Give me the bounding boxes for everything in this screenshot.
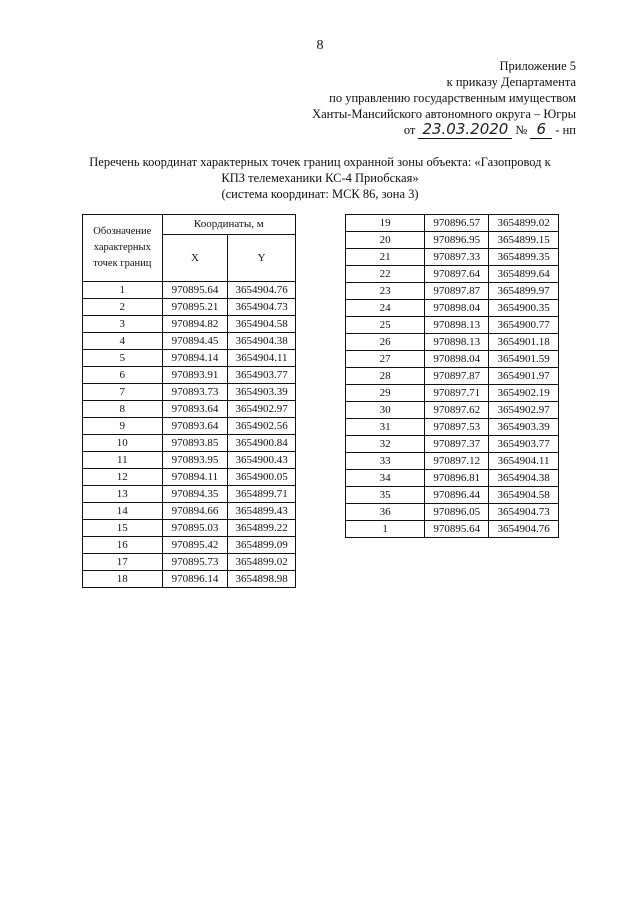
x-coordinate-cell: 970894.11 [162, 469, 228, 486]
table-row [346, 351, 559, 368]
table-row [346, 334, 559, 351]
point-id-cell: 1 [346, 521, 425, 538]
point-id-cell: 9 [83, 418, 163, 435]
x-coordinate-cell: 970893.85 [162, 435, 228, 452]
table-row [346, 283, 559, 300]
x-coordinate-cell: 970897.87 [425, 283, 489, 300]
table-row [83, 571, 296, 588]
point-id-cell: 4 [83, 333, 163, 350]
point-id-cell: 12 [83, 469, 163, 486]
x-coordinate-cell: 970898.04 [425, 300, 489, 317]
point-id-cell: 29 [346, 385, 425, 402]
y-coordinate-cell: 3654904.73 [228, 299, 296, 316]
x-coordinate-cell: 970893.64 [162, 401, 228, 418]
header-y: Y [228, 234, 296, 281]
table-row [346, 453, 559, 470]
x-coordinate-cell: 970898.04 [425, 351, 489, 368]
y-coordinate-cell: 3654904.38 [489, 470, 559, 487]
x-coordinate-cell: 970893.64 [162, 418, 228, 435]
x-coordinate-cell: 970897.12 [425, 453, 489, 470]
point-id-cell: 31 [346, 419, 425, 436]
table-row [83, 435, 296, 452]
page-number: 8 [316, 38, 324, 53]
table-row [346, 504, 559, 521]
y-coordinate-cell: 3654901.59 [489, 351, 559, 368]
point-id-cell: 17 [83, 554, 163, 571]
order-date-handwritten: 23.03.2020 [418, 120, 512, 139]
point-id-cell: 15 [83, 520, 163, 537]
point-id-cell: 23 [346, 283, 425, 300]
y-coordinate-cell: 3654904.76 [489, 521, 559, 538]
table-row [346, 521, 559, 538]
header-designation-line: точек границ [93, 258, 152, 269]
y-coordinate-cell: 3654904.38 [228, 333, 296, 350]
x-coordinate-cell: 970896.81 [425, 470, 489, 487]
table-row [346, 419, 559, 436]
x-coordinate-cell: 970896.44 [425, 487, 489, 504]
point-id-cell: 14 [83, 503, 163, 520]
y-coordinate-cell: 3654899.02 [228, 554, 296, 571]
table-row [83, 503, 296, 520]
point-id-cell: 36 [346, 504, 425, 521]
x-coordinate-cell: 970894.66 [162, 503, 228, 520]
y-coordinate-cell: 3654902.97 [228, 401, 296, 418]
y-coordinate-cell: 3654902.97 [489, 402, 559, 419]
table-row [83, 316, 296, 333]
order-number-handwritten: 6 [530, 120, 552, 139]
point-id-cell: 19 [346, 215, 425, 232]
y-coordinate-cell: 3654900.35 [489, 300, 559, 317]
header-designation-line: Обозначение [93, 226, 152, 237]
header-designation [83, 215, 163, 282]
point-id-cell: 24 [346, 300, 425, 317]
x-coordinate-cell: 970893.91 [162, 367, 228, 384]
appendix-line: Приложение 5 [499, 59, 576, 73]
y-coordinate-cell: 3654899.97 [489, 283, 559, 300]
y-coordinate-cell: 3654904.73 [489, 504, 559, 521]
y-coordinate-cell: 3654899.71 [228, 486, 296, 503]
x-coordinate-cell: 970895.73 [162, 554, 228, 571]
x-coordinate-cell: 970897.33 [425, 249, 489, 266]
y-coordinate-cell: 3654902.56 [228, 418, 296, 435]
table-row [83, 554, 296, 571]
x-coordinate-cell: 970897.71 [425, 385, 489, 402]
y-coordinate-cell: 3654899.09 [228, 537, 296, 554]
point-id-cell: 13 [83, 486, 163, 503]
y-coordinate-cell: 3654900.43 [228, 452, 296, 469]
table-row [83, 299, 296, 316]
y-coordinate-cell: 3654904.76 [228, 282, 296, 299]
table-row [83, 282, 296, 299]
y-coordinate-cell: 3654903.39 [228, 384, 296, 401]
point-id-cell: 32 [346, 436, 425, 453]
order-from-label: от [403, 123, 416, 137]
x-coordinate-cell: 970898.13 [425, 317, 489, 334]
table-row [83, 350, 296, 367]
y-coordinate-cell: 3654899.35 [489, 249, 559, 266]
table-row [83, 452, 296, 469]
table-row [83, 384, 296, 401]
point-id-cell: 28 [346, 368, 425, 385]
x-coordinate-cell: 970897.37 [425, 436, 489, 453]
table-row [346, 402, 559, 419]
y-coordinate-cell: 3654904.58 [228, 316, 296, 333]
y-coordinate-cell: 3654902.19 [489, 385, 559, 402]
coordinates-table-right [345, 214, 559, 538]
point-id-cell: 16 [83, 537, 163, 554]
point-id-cell: 3 [83, 316, 163, 333]
header-designation-line: характерных [93, 242, 151, 253]
x-coordinate-cell: 970894.14 [162, 350, 228, 367]
x-coordinate-cell: 970897.62 [425, 402, 489, 419]
appendix-line: к приказу Департамента [446, 75, 576, 89]
x-coordinate-cell: 970896.57 [425, 215, 489, 232]
order-reference [404, 120, 576, 139]
document-title [60, 154, 580, 202]
x-coordinate-cell: 970895.03 [162, 520, 228, 537]
x-coordinate-cell: 970896.14 [162, 571, 228, 588]
table-row [346, 266, 559, 283]
y-coordinate-cell: 3654901.97 [489, 368, 559, 385]
point-id-cell: 20 [346, 232, 425, 249]
table-row [346, 215, 559, 232]
y-coordinate-cell: 3654901.18 [489, 334, 559, 351]
point-id-cell: 25 [346, 317, 425, 334]
x-coordinate-cell: 970895.42 [162, 537, 228, 554]
y-coordinate-cell: 3654899.02 [489, 215, 559, 232]
title-line: КПЗ телемеханики КС-4 Приобская» [221, 171, 419, 185]
x-coordinate-cell: 970896.05 [425, 504, 489, 521]
table-row [346, 232, 559, 249]
x-coordinate-cell: 970897.64 [425, 266, 489, 283]
table-row [346, 385, 559, 402]
point-id-cell: 33 [346, 453, 425, 470]
table-row [83, 418, 296, 435]
point-id-cell: 2 [83, 299, 163, 316]
table-row [83, 333, 296, 350]
point-id-cell: 18 [83, 571, 163, 588]
y-coordinate-cell: 3654900.84 [228, 435, 296, 452]
x-coordinate-cell: 970893.73 [162, 384, 228, 401]
coordinates-table-left [82, 214, 296, 588]
point-id-cell: 10 [83, 435, 163, 452]
y-coordinate-cell: 3654903.39 [489, 419, 559, 436]
x-coordinate-cell: 970895.64 [425, 521, 489, 538]
y-coordinate-cell: 3654898.98 [228, 571, 296, 588]
table-row [83, 367, 296, 384]
y-coordinate-cell: 3654903.77 [228, 367, 296, 384]
x-coordinate-cell: 970898.13 [425, 334, 489, 351]
y-coordinate-cell: 3654904.11 [489, 453, 559, 470]
point-id-cell: 30 [346, 402, 425, 419]
header-x: X [162, 234, 228, 281]
y-coordinate-cell: 3654900.77 [489, 317, 559, 334]
title-line: Перечень координат характерных точек границ охранной зоны объекта: «Газопровод к [89, 155, 551, 169]
table-row [346, 317, 559, 334]
table-row [83, 401, 296, 418]
point-id-cell: 5 [83, 350, 163, 367]
header-coordinates: Координаты, м [162, 215, 295, 235]
table-row [346, 249, 559, 266]
y-coordinate-cell: 3654904.11 [228, 350, 296, 367]
table-row [83, 469, 296, 486]
table-row [346, 300, 559, 317]
point-id-cell: 7 [83, 384, 163, 401]
point-id-cell: 21 [346, 249, 425, 266]
y-coordinate-cell: 3654899.64 [489, 266, 559, 283]
y-coordinate-cell: 3654904.58 [489, 487, 559, 504]
table-row [346, 368, 559, 385]
point-id-cell: 8 [83, 401, 163, 418]
point-id-cell: 6 [83, 367, 163, 384]
x-coordinate-cell: 970895.64 [162, 282, 228, 299]
table-row [346, 470, 559, 487]
appendix-line: по управлению государственным имуществом [329, 91, 576, 105]
appendix-header [312, 58, 576, 122]
table-row [83, 520, 296, 537]
table-row [346, 487, 559, 504]
point-id-cell: 22 [346, 266, 425, 283]
x-coordinate-cell: 970893.95 [162, 452, 228, 469]
x-coordinate-cell: 970895.21 [162, 299, 228, 316]
table-row [346, 436, 559, 453]
point-id-cell: 35 [346, 487, 425, 504]
y-coordinate-cell: 3654900.05 [228, 469, 296, 486]
title-line: (система координат: МСК 86, зона 3) [221, 187, 419, 201]
x-coordinate-cell: 970894.82 [162, 316, 228, 333]
x-coordinate-cell: 970894.45 [162, 333, 228, 350]
point-id-cell: 26 [346, 334, 425, 351]
point-id-cell: 11 [83, 452, 163, 469]
point-id-cell: 34 [346, 470, 425, 487]
y-coordinate-cell: 3654899.22 [228, 520, 296, 537]
y-coordinate-cell: 3654899.43 [228, 503, 296, 520]
y-coordinate-cell: 3654903.77 [489, 436, 559, 453]
order-suffix: - нп [555, 123, 576, 137]
point-id-cell: 27 [346, 351, 425, 368]
x-coordinate-cell: 970897.87 [425, 368, 489, 385]
point-id-cell: 1 [83, 282, 163, 299]
x-coordinate-cell: 970896.95 [425, 232, 489, 249]
y-coordinate-cell: 3654899.15 [489, 232, 559, 249]
table-row [83, 486, 296, 503]
table-row [83, 537, 296, 554]
appendix-line: Ханты-Мансийского автономного округа – Югры [312, 107, 576, 121]
x-coordinate-cell: 970897.53 [425, 419, 489, 436]
x-coordinate-cell: 970894.35 [162, 486, 228, 503]
order-number-label: № [515, 123, 528, 137]
